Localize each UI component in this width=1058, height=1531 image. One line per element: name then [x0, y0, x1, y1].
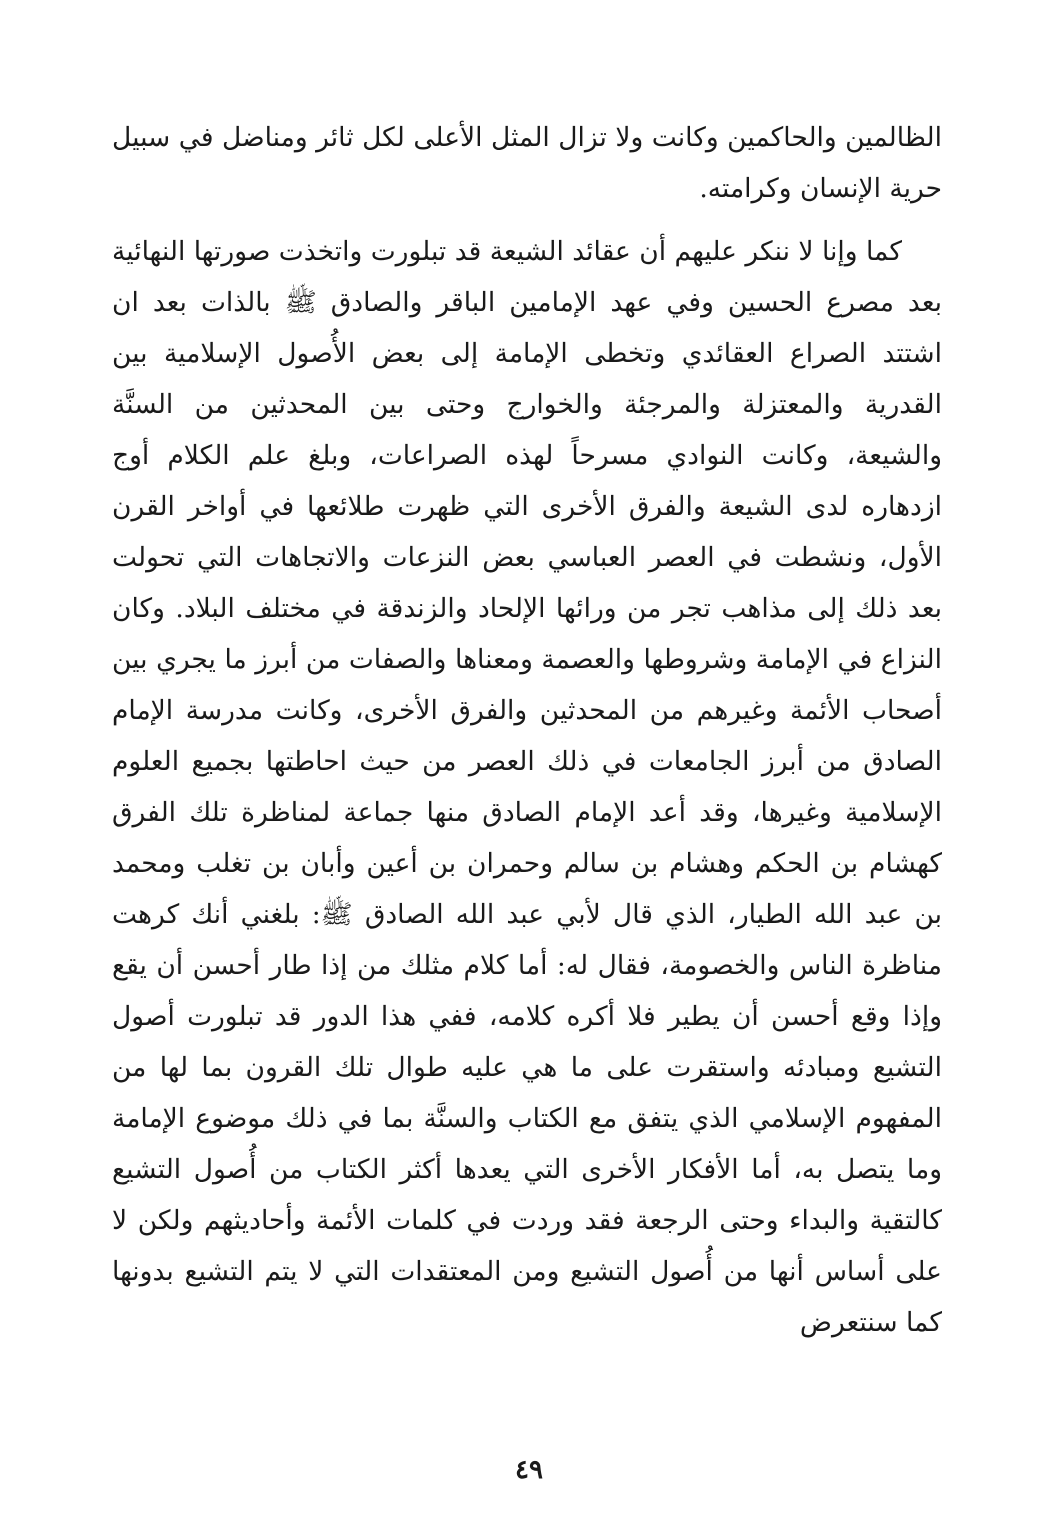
body-text: [112, 112, 942, 1348]
paragraph-main: كما وإنا لا ننكر عليهم أن عقائد الشيعة قد تبلورت واتخذت صورتها النهائية بعد مصرع الحسين وفي عهد الإمامين الباقر والصادق ﷺ بالذات بعد ان اشتتد الصراع العقائدي وتخطى الإمامة إلى بعض الأُصول الإسلامية بين القدرية والمعتزلة والمرجئة والخوارج وحتى بين المحدثين من السنَّة والشيعة، وكانت النوادي مسرحاً لهذه الصراعات، وبلغ علم الكلام أوج ازدهاره لدى الشيعة والفرق الأخرى التي ظهرت طلائعها في أواخر القرن الأول، ونشطت في العصر العباسي بعض النزعات والاتجاهات التي تحولت بعد ذلك إلى مذاهب تجر من ورائها الإلحاد والزندقة في مختلف البلاد. وكان النزاع في الإمامة وشروطها والعصمة ومعناها والصفات من أبرز ما يجري بين أصحاب الأئمة وغيرهم من المحدثين والفرق الأخرى، وكانت مدرسة الإمام الصادق من أبرز الجامعات في ذلك العصر من حيث احاطتها بجميع العلوم الإسلامية وغيرها، وقد أعد الإمام الصادق منها جماعة لمناظرة تلك الفرق كهشام بن الحكم وهشام بن سالم وحمران بن أعين وأبان بن تغلب ومحمد بن عبد الله الطيار، الذي قال لأبي عبد الله الصادق ﷺ: بلغني أنك كرهت مناظرة الناس والخصومة، فقال له: أما كلام مثلك من إذا طار أحسن أن يقع وإذا وقع أحسن أن يطير فلا أكره كلامه، ففي هذا الدور قد تبلورت أصول التشيع ومبادئه واستقرت على ما هي عليه طوال تلك القرون بما لها من المفهوم الإسلامي الذي يتفق مع الكتاب والسنَّة بما في ذلك موضوع الإمامة وما يتصل به، أما الأفكار الأخرى التي يعدها أكثر الكتاب من أُصول التشيع كالتقية والبداء وحتى الرجعة فقد وردت في كلمات الأئمة وأحاديثهم ولكن لا على أساس أنها من أُصول التشيع ومن المعتقدات التي لا يتم التشيع بدونها كما سنتعرض: [112, 236, 942, 1338]
page-number: ٤٩: [515, 1455, 543, 1485]
paragraph-continuation: الظالمين والحاكمين وكانت ولا تزال المثل الأعلى لكل ثائر ومناضل في سبيل حرية الإنسان وكرامته.: [112, 122, 942, 204]
